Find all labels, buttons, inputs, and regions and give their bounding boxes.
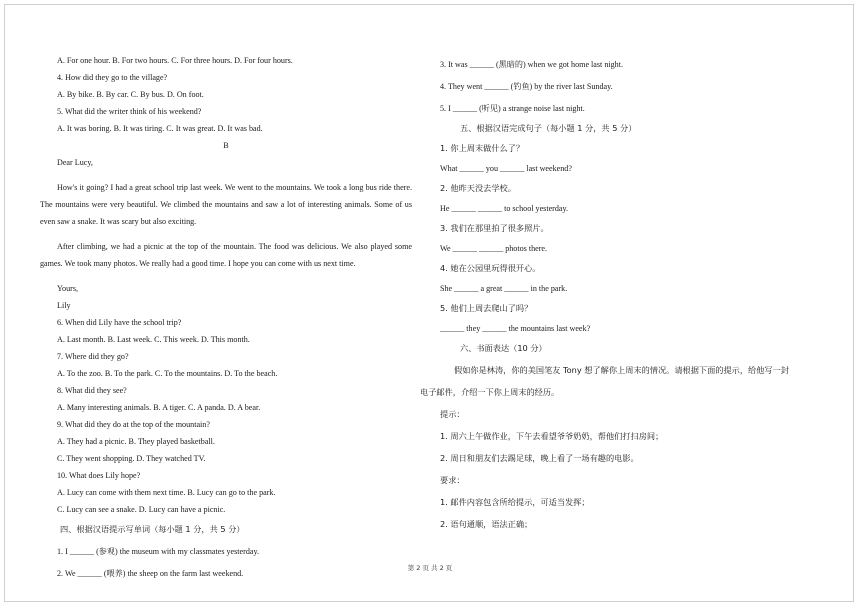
section-4-q3: 3. It was ______ (黑暗的) when we got home last night. — [440, 60, 623, 69]
section-5-q2-english: He ______ ______ to school yesterday. — [440, 204, 569, 213]
q9-options-row2: C. They went shopping. D. They watched TV. — [57, 454, 206, 464]
passage-b-label: B — [223, 141, 229, 150]
section-4-title: 四、根据汉语提示写单词（每小题 1 分，共 5 分） — [60, 524, 245, 535]
section-4-q5: 5. I ______ (听见) a strange noise last night. — [440, 104, 585, 113]
letter-closing: Yours, — [57, 284, 78, 294]
section-5-q1-english: What ______ you ______ last weekend? — [440, 164, 572, 173]
section-5-q4-english: She ______ a great ______ in the park. — [440, 284, 568, 293]
q9-question: 9. What did they do at the top of the mountain? — [57, 420, 210, 430]
section-5-q3-english: We ______ ______ photos there. — [440, 244, 548, 253]
section-4-q1: 1. I ______ (参观) the museum with my classmates yesterday. — [57, 547, 260, 557]
q7-question: 7. Where did they go? — [57, 352, 129, 362]
letter-greeting: Dear Lucy, — [57, 158, 93, 167]
section-5-q5-english: ______ they ______ the mountains last week? — [440, 324, 591, 333]
section-6-title: 六、书面表达（10 分） — [460, 343, 547, 353]
q5-options: A. It was boring. B. It was tiring. C. It was great. D. It was bad. — [57, 124, 263, 133]
hints-label: 提示： — [440, 409, 465, 419]
section-5-q3-chinese: 3. 我们在那里拍了很多照片。 — [440, 223, 549, 233]
q10-question: 10. What does Lily hope? — [57, 471, 141, 481]
section-6-prompt-line2: 电子邮件，介绍一下你上周末的经历。 — [420, 387, 560, 397]
q4-options: A. By bike. B. By car. C. By bus. D. On foot. — [57, 90, 204, 99]
section-5-q5-chinese: 5. 他们上周去爬山了吗？ — [440, 303, 533, 313]
q6-question: 6. When did Lily have the school trip? — [57, 318, 182, 328]
q10-options-row2: C. Lucy can see a snake. D. Lucy can have a picnic. — [57, 505, 226, 515]
section-5-q1-chinese: 1. 你上周末做什么了？ — [440, 143, 525, 153]
q8-options: A. Many interesting animals. B. A tiger. C. A panda. D. A bear. — [57, 403, 261, 413]
letter-paragraph-1: How's it going? I had a great school trip last week. We went to the mountains. We took a long bus ride there. The mountains were very beautiful. We climbed the mountains and saw a lot of interesting animals. Some of us even saw a snake. It was scary but also exciting. — [40, 183, 412, 227]
hint-1: 1. 周六上午做作业，下午去看望爷爷奶奶，帮他们打扫房间； — [440, 431, 664, 441]
requirement-1: 1. 邮件内容包含所给提示，可适当发挥； — [440, 497, 590, 507]
letter-paragraph-2: After climbing, we had a picnic at the top of the mountain. The food was delicious. We also played some games. We took many photos. We really had a good time. I hope you can come with us next time. — [40, 242, 412, 269]
section-5-q2-chinese: 2. 他昨天没去学校。 — [440, 183, 516, 193]
q9-options-row1: A. They had a picnic. B. They played basketball. — [57, 437, 215, 447]
q4-question: 4. How did they go to the village? — [57, 73, 168, 82]
left-column — [40, 52, 412, 582]
requirements-label: 要求： — [440, 475, 465, 485]
letter-signature: Lily — [57, 301, 71, 311]
right-column — [420, 56, 812, 533]
q6-options: A. Last month. B. Last week. C. This week. D. This month. — [57, 335, 250, 345]
q3-options: A. For one hour. B. For two hours. C. For three hours. D. For four hours. — [57, 56, 293, 65]
q7-options: A. To the zoo. B. To the park. C. To the mountains. D. To the beach. — [57, 369, 278, 379]
hint-2: 2. 周日和朋友们去踢足球，晚上看了一场有趣的电影。 — [440, 453, 639, 463]
section-5-title: 五、根据汉语完成句子（每小题 1 分，共 5 分） — [460, 123, 637, 133]
section-4-q2: 2. We ______ (喂养) the sheep on the farm last weekend. — [57, 569, 244, 579]
q10-options-row1: A. Lucy can come with them next time. B. Lucy can go to the park. — [57, 488, 276, 498]
section-5-q4-chinese: 4. 她在公园里玩得很开心。 — [440, 263, 541, 273]
q8-question: 8. What did they see? — [57, 386, 127, 396]
requirement-2: 2. 语句通顺，语法正确； — [440, 519, 533, 529]
section-6-prompt-line1: 假如你是林涛，你的美国笔友 Tony 想了解你上周末的情况。请根据下面的提示，给他写一封 — [454, 365, 789, 375]
page-footer: 第 2 页 共 2 页 — [407, 564, 453, 572]
q5-question: 5. What did the writer think of his weekend? — [57, 107, 202, 116]
section-4-q4: 4. They went ______ (钓鱼) by the river last Sunday. — [440, 82, 613, 91]
